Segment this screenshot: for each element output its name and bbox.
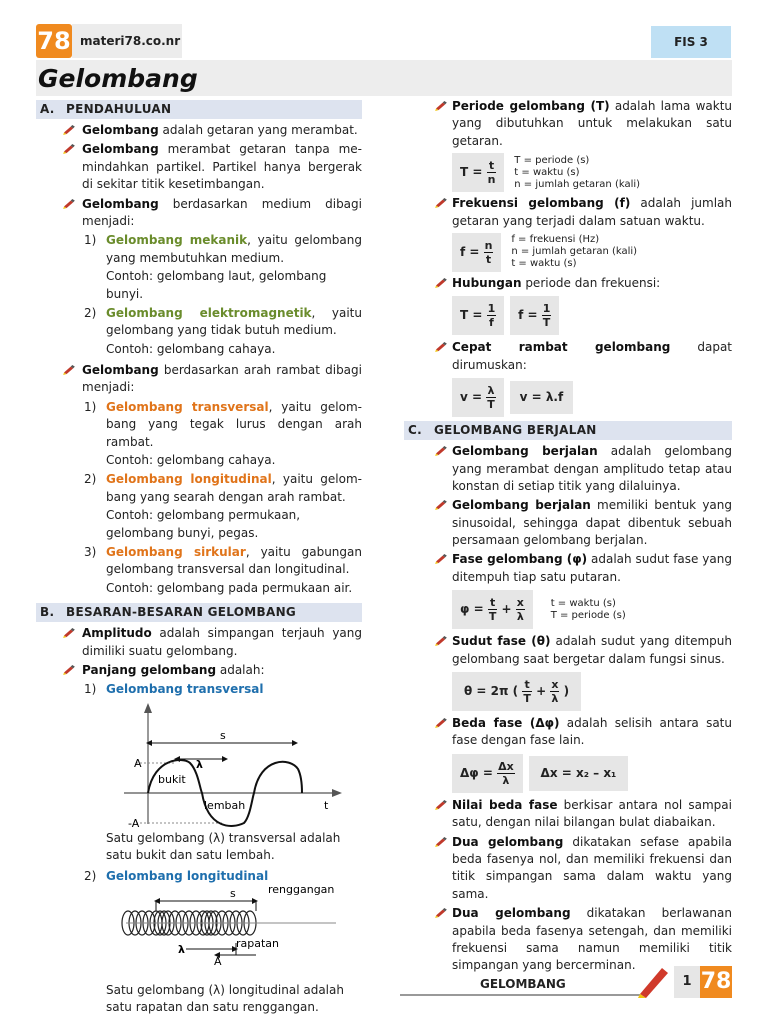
section-a-heading	[36, 100, 362, 119]
example-text: Contoh: gelombang pada permukaan air.	[106, 580, 353, 595]
list-item: Gelombang berdasarkan medium dibagi menjadi:	[36, 196, 362, 231]
footer-divider	[400, 994, 640, 996]
list-item: Beda fase (Δφ) adalah selisih antara satu fase dengan fase lain.	[404, 715, 732, 750]
pencil-bullet-icon	[434, 278, 448, 288]
right-column	[404, 96, 732, 975]
site-logo: 78	[36, 24, 72, 58]
section-number: C.	[408, 423, 422, 438]
list-item: Hubungan periode dan frekuensi:	[404, 275, 732, 292]
footer-title: GELOMBANG	[480, 977, 566, 991]
caption: Satu gelombang (λ) transversal adalah satu bukit dan satu lembah.	[106, 830, 341, 863]
pencil-bullet-icon	[434, 908, 448, 918]
formula-box: v = $\frac{\lambda}{T}$	[452, 378, 504, 417]
page-title: Gelombang	[38, 64, 198, 93]
label-bukit: bukit	[158, 772, 186, 786]
formula-box: φ = $\frac{t}{T}$ + $\frac{x}{\lambda}$	[452, 590, 533, 629]
pencil-bullet-icon	[434, 342, 448, 352]
caption: Satu gelombang (λ) longitudinal adalah satu rapatan dan satu renggangan.	[106, 982, 344, 1015]
formula-box: T = $\frac{1}{f}$	[452, 296, 504, 335]
pencil-bullet-icon	[62, 665, 76, 675]
list-item: Panjang gelombang adalah:	[36, 662, 362, 679]
page-number: 1	[674, 966, 700, 998]
formula-box: Δx = x₂ – x₁	[529, 756, 629, 791]
transverse-wave-diagram	[36, 699, 362, 829]
longitudinal-wave-diagram	[36, 885, 362, 981]
list-item: Fase gelombang (φ) adalah sudut fase yang ditempuh tiap satu putaran.	[404, 551, 732, 586]
list-item: Dua gelombang dikatakan berlawanan apabila beda fasenya setengah, dan memiliki frekuensi sama namun memiliki titik simpangan yang bercerminan.	[404, 905, 732, 975]
sub-item: 2) Gelombang longitudinal	[84, 868, 269, 883]
section-c-heading	[404, 421, 732, 440]
sub-item: 2) Gelombang longitudinal, yaitu gelom-bang yang searah dengan arah rambat.	[84, 472, 362, 504]
subject-badge: FIS 3	[651, 26, 731, 58]
pencil-icon	[636, 962, 672, 998]
section-title: GELOMBANG BERJALAN	[434, 423, 597, 438]
example-text: Contoh: gelombang laut, gelombang bunyi.	[106, 269, 327, 301]
label-s: s	[220, 728, 226, 742]
formula-box: T = $\frac{t}{n}$	[452, 153, 504, 192]
section-title: BESARAN-BESARAN GELOMBANG	[66, 605, 297, 620]
pencil-bullet-icon	[434, 446, 448, 456]
site-url[interactable]: materi78.co.nr	[72, 24, 182, 58]
label-s: s	[230, 886, 236, 900]
pencil-bullet-icon	[434, 636, 448, 646]
list-item: Gelombang merambat getaran tanpa me-mindahkan partikel. Partikel hanya bergerak di sekitar titik kesetimbangan.	[36, 141, 362, 193]
label-renggangan: renggangan	[268, 884, 335, 896]
list-item: Dua gelombang dikatakan sefase apabila beda fasenya nol, dan memiliki frekuensi dan titik simpangan sama dalam waktu yang sama.	[404, 834, 732, 904]
label-A: A	[214, 954, 222, 968]
sub-item: 1) Gelombang mekanik, yaitu gelombang yang membutuhkan medium.	[84, 233, 362, 265]
pencil-bullet-icon	[62, 628, 76, 638]
list-item: Gelombang berdasarkan arah rambat dibagi menjadi:	[36, 362, 362, 397]
formula-legend: f = frekuensi (Hz) n = jumlah getaran (kali) t = waktu (s)	[511, 234, 638, 270]
pencil-bullet-icon	[62, 144, 76, 154]
pencil-bullet-icon	[62, 125, 76, 135]
list-item: Frekuensi gelombang (f) adalah jumlah getaran yang terjadi dalam satuan waktu.	[404, 195, 732, 230]
list-item: Periode gelombang (T) adalah lama waktu yang dibutuhkan untuk melakukan satu getaran.	[404, 98, 732, 150]
pencil-bullet-icon	[434, 554, 448, 564]
formula-box: f = $\frac{1}{T}$	[510, 296, 559, 335]
formula-legend: t = waktu (s) T = periode (s)	[550, 597, 626, 621]
section-title: PENDAHULUAN	[66, 102, 172, 116]
label-A: A	[134, 756, 142, 770]
pencil-bullet-icon	[62, 365, 76, 375]
list-item: Sudut fase (θ) adalah sudut yang ditempuh gelombang saat bergetar dalam fungsi sinus.	[404, 633, 732, 668]
pencil-bullet-icon	[434, 837, 448, 847]
label-neg-A: -A	[128, 816, 140, 829]
formula-box: f = $\frac{n}{t}$	[452, 233, 501, 272]
label-lambda: λ	[196, 757, 203, 771]
example-text: Contoh: gelombang cahaya.	[106, 453, 276, 468]
list-item: Gelombang berjalan memiliki bentuk yang sinusoidal, sehingga dapat dibentuk sebuah persamaan gelombang berjalan.	[404, 497, 732, 549]
formula-box: v = λ.f	[510, 381, 574, 414]
example-text: Contoh: gelombang permukaan, gelombang bunyi, pegas.	[106, 508, 301, 540]
pencil-bullet-icon	[434, 500, 448, 510]
formula-legend: T = periode (s) t = waktu (s) n = jumlah getaran (kali)	[514, 154, 641, 190]
section-number: A.	[40, 102, 55, 116]
pencil-bullet-icon	[62, 199, 76, 209]
label-rapatan: rapatan	[236, 936, 280, 950]
sub-item: 1) Gelombang transversal	[84, 682, 264, 697]
formula-box: Δφ = $\frac{\Delta x}{\lambda}$	[452, 754, 523, 793]
list-item: Gelombang adalah getaran yang merambat.	[36, 122, 362, 139]
list-item: Amplitudo adalah simpangan terjauh yang dimiliki suatu gelombang.	[36, 625, 362, 660]
pencil-bullet-icon	[434, 800, 448, 810]
label-lembah: lembah	[204, 798, 246, 812]
sub-item: 2) Gelombang elektromagnetik, yaitu gelombang yang tidak butuh medium.	[84, 305, 362, 338]
section-b-heading	[36, 603, 362, 622]
list-item: Nilai beda fase berkisar antara nol sampai satu, dengan nilai bilangan bulat diabaikan.	[404, 797, 732, 832]
footer-logo: 78	[700, 966, 732, 998]
sub-item: 3) Gelombang sirkular, yaitu gabungan gelombang transversal dan longitudinal.	[84, 544, 362, 577]
label-lambda: λ	[178, 942, 185, 956]
sub-item: 1) Gelombang transversal, yaitu gelom-bang yang tegak lurus dengan arah rambat.	[84, 399, 362, 449]
list-item: Cepat rambat gelombang dapat dirumuskan:	[404, 339, 732, 374]
label-t: t	[324, 798, 329, 812]
example-text: Contoh: gelombang cahaya.	[106, 341, 276, 356]
pencil-bullet-icon	[434, 101, 448, 111]
pencil-bullet-icon	[434, 718, 448, 728]
left-column	[36, 100, 362, 1017]
formula-box: θ = 2π ( $\frac{t}{T}$ + $\frac{x}{\lambda}$ )	[452, 672, 581, 711]
list-item: Gelombang berjalan adalah gelombang yang merambat dengan amplitudo tetap atau konstan di setiap titik yang dilaluinya.	[404, 443, 732, 495]
pencil-bullet-icon	[434, 198, 448, 208]
section-number: B.	[40, 605, 55, 620]
